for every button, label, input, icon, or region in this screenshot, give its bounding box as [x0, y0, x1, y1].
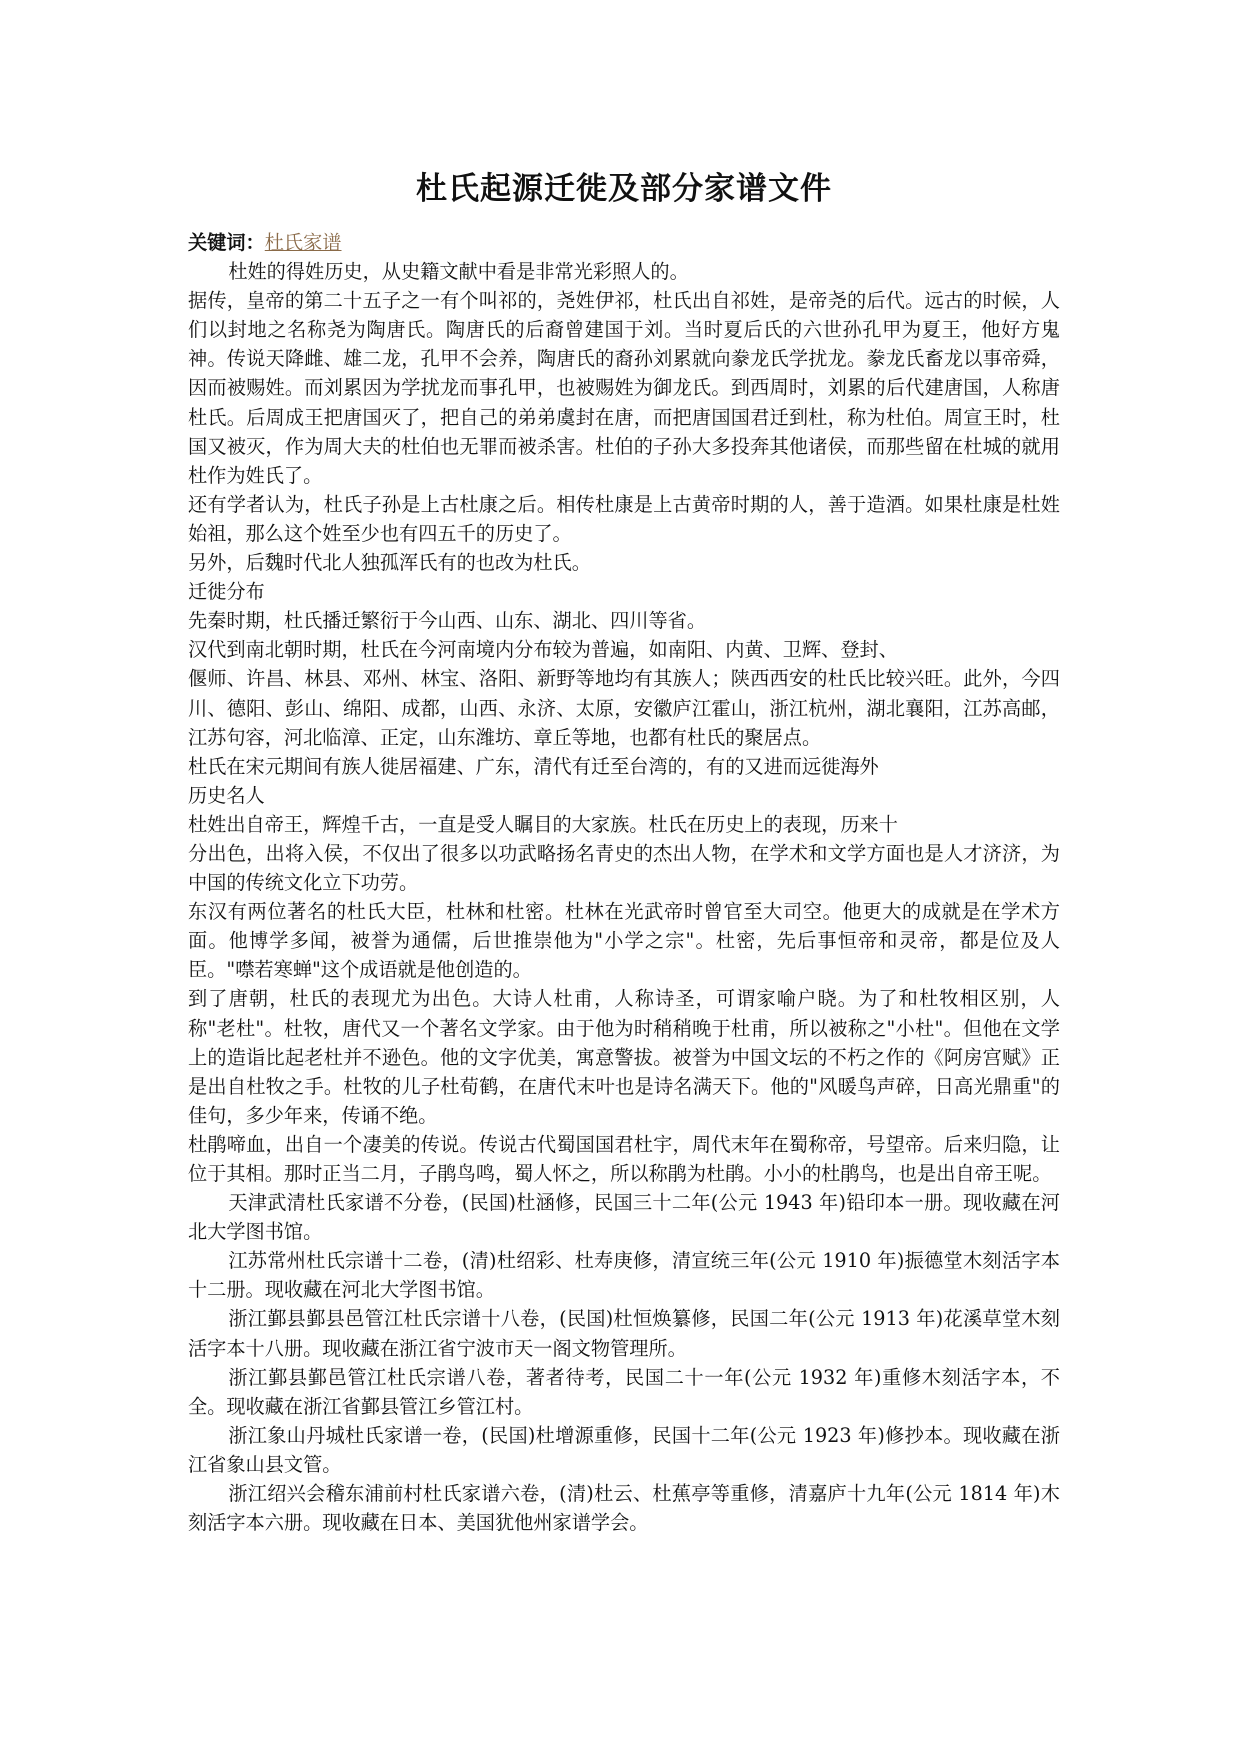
- paragraph: 浙江绍兴会稽东浦前村杜氏家谱六卷，(清)杜云、杜蕉亭等重修，清嘉庐十九年(公元 1814 年)木刻活字本六册。现收藏在日本、美国犹他州家谱学会。: [188, 1482, 1060, 1535]
- paragraph: 偃师、许昌、林县、邓州、林宝、洛阳、新野等地均有其族人；陕西西安的杜氏比较兴旺。此外，今四川、德阳、彭山、绵阳、成都，山西、永济、太原，安徽庐江霍山，浙江杭州，湖北襄阳，江苏高邮，江苏句容，河北临漳、正定，山东潍坊、章丘等地，也都有杜氏的聚居点。: [188, 667, 1060, 749]
- paragraph-list: [188, 257, 1060, 1537]
- keywords-line: [188, 228, 1060, 257]
- paragraph: 浙江鄞县鄞县邑管江杜氏宗谱十八卷，(民国)杜恒焕纂修，民国二年(公元 1913 年)花溪草堂木刻活字本十八册。现收藏在浙江省宁波市天一阁文物管理所。: [188, 1307, 1060, 1360]
- paragraph: 另外，后魏时代北人独孤浑氏有的也改为杜氏。: [188, 551, 591, 575]
- paragraph: 杜氏在宋元期间有族人徙居福建、广东，清代有迁至台湾的，有的又进而远徙海外: [188, 754, 879, 778]
- paragraph: 东汉有两位著名的杜氏大臣，杜林和杜密。杜林在光武帝时曾官至大司空。他更大的成就是在学术方面。他博学多闻，被誉为通儒，后世推崇他为"小学之宗"。杜密，先后事恒帝和灵帝，都是位及人臣。"噤若寒蝉"这个成语就是他创造的。: [188, 900, 1060, 982]
- page-title: 杜氏起源迁徙及部分家谱文件: [416, 171, 832, 207]
- paragraph: 到了唐朝，杜氏的表现尤为出色。大诗人杜甫，人称诗圣，可谓家喻户晓。为了和杜牧相区别，人称"老杜"。杜牧，唐代又一个著名文学家。由于他为时稍稍晚于杜甫，所以被称之"小杜"。但他在文学上的造诣比起老杜并不逊色。他的文字优美，寓意警拔。被誉为中国文坛的不朽之作的《阿房宫赋》正是出自杜牧之手。杜牧的儿子杜荀鹤，在唐代末叶也是诗名满天下。他的"风暖鸟声碎，日高光鼎重"的佳句，多少年来，传诵不绝。: [188, 987, 1060, 1127]
- keyword-link[interactable]: 杜氏家谱: [264, 231, 342, 254]
- keywords-label: 关键词：: [188, 231, 265, 254]
- paragraph: 据传，皇帝的第二十五子之一有个叫祁的，尧姓伊祁，杜氏出自祁姓，是帝尧的后代。远古的时候，人们以封地之名称尧为陶唐氏。陶唐氏的后裔曾建国于刘。当时夏后氏的六世孙孔甲为夏王，他好方鬼神。传说天降雌、雄二龙，孔甲不会养，陶唐氏的裔孙刘累就向豢龙氏学扰龙。豢龙氏畜龙以事帝舜，因而被赐姓。而刘累因为学扰龙而事孔甲，也被赐姓为御龙氏。到西周时，刘累的后代建唐国，人称唐杜氏。后周成王把唐国灭了，把自己的弟弟虞封在唐，而把唐国国君迁到杜，称为杜伯。周宣王时，杜国又被灭，作为周大夫的杜伯也无罪而被杀害。杜伯的子孙大多投奔其他诸侯，而那些留在杜城的就用杜作为姓氏了。: [188, 289, 1060, 487]
- paragraph: 历史名人: [188, 783, 265, 807]
- document-body: [188, 228, 1060, 1537]
- paragraph: 杜姓的得姓历史，从史籍文献中看是非常光彩照人的。: [228, 260, 689, 284]
- paragraph: 迁徙分布: [188, 580, 265, 604]
- paragraph: 还有学者认为，杜氏子孙是上古杜康之后。相传杜康是上古黄帝时期的人，善于造酒。如果杜康是杜姓始祖，那么这个姓至少也有四五千的历史了。: [188, 492, 1060, 545]
- paragraph: 杜鹃啼血，出自一个凄美的传说。传说古代蜀国国君杜宇，周代末年在蜀称帝，号望帝。后来归隐，让位于其相。那时正当二月，子鹃鸟鸣，蜀人怀之，所以称鹃为杜鹃。小小的杜鹃鸟，也是出自帝王呢。: [188, 1132, 1060, 1185]
- paragraph: 天津武清杜氏家谱不分卷，(民国)杜涵修，民国三十二年(公元 1943 年)铅印本一册。现收藏在河北大学图书馆。: [188, 1191, 1060, 1244]
- paragraph: 杜姓出自帝王，辉煌千古，一直是受人瞩目的大家族。杜氏在历史上的表现，历来十: [188, 812, 898, 836]
- paragraph: 分出色，出将入侯，不仅出了很多以功武略扬名青史的杰出人物，在学术和文学方面也是人才济济，为中国的传统文化立下功劳。: [188, 841, 1060, 895]
- paragraph: 先秦时期，杜氏播迁繁衍于今山西、山东、湖北、四川等省。: [188, 609, 707, 633]
- paragraph: 浙江鄞县鄞邑管江杜氏宗谱八卷，著者待考，民国二十一年(公元 1932 年)重修木刻活字本，不全。现收藏在浙江省鄞县管江乡管江村。: [188, 1365, 1060, 1418]
- paragraph: 浙江象山丹城杜氏家谱一卷，(民国)杜增源重修，民国十二年(公元 1923 年)修抄本。现收藏在浙江省象山县文管。: [188, 1423, 1060, 1476]
- paragraph: 汉代到南北朝时期，杜氏在今河南境内分布较为普遍，如南阳、内黄、卫辉、登封、: [188, 638, 898, 662]
- paragraph: 江苏常州杜氏宗谱十二卷，(清)杜绍彩、杜寿庚修，清宣统三年(公元 1910 年)振德堂木刻活字本十二册。现收藏在河北大学图书馆。: [188, 1249, 1060, 1302]
